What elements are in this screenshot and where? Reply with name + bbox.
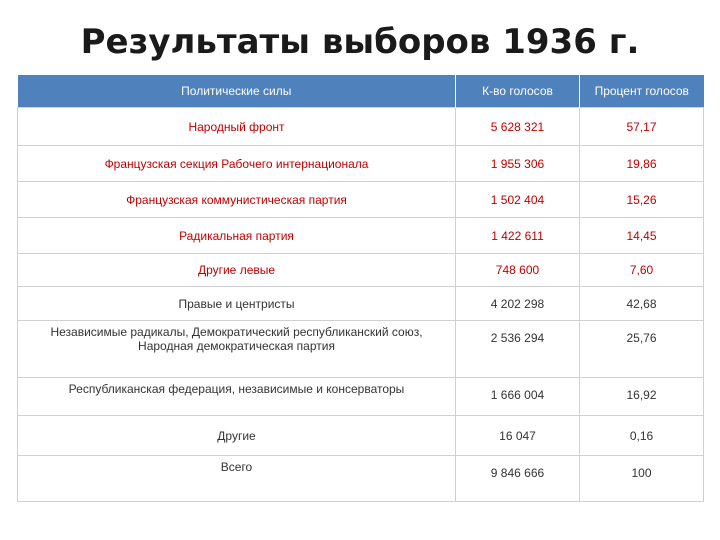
percent-cell: 15,26 [580,182,704,218]
percent-cell: 16,92 [580,378,704,416]
header-votes: К-во голосов [456,75,580,108]
table-row [18,378,704,416]
table-row [18,108,704,146]
votes-cell: 16 047 [456,416,580,456]
results-table [17,75,704,502]
percent-cell: 100 [580,456,704,502]
percent-cell: 19,86 [580,146,704,182]
votes-cell: 9 846 666 [456,456,580,502]
party-cell: Французская коммунистическая партия [18,182,456,218]
votes-cell: 1 666 004 [456,378,580,416]
party-cell: Правые и центристы [18,287,456,321]
party-cell: Республиканская федерация, независимые и консерваторы [18,378,456,416]
page-title: Результаты выборов 1936 г. [80,22,640,62]
header-percent: Процент голосов [580,75,704,108]
percent-cell: 0,16 [580,416,704,456]
party-cell: Независимые радикалы, Демократический республиканский союз, Народная демократическая партия [18,321,456,378]
party-cell: Всего [18,456,456,502]
votes-cell: 4 202 298 [456,287,580,321]
table-row [18,456,704,502]
party-cell: Радикальная партия [18,218,456,254]
percent-cell: 25,76 [580,321,704,378]
votes-cell: 1 955 306 [456,146,580,182]
table-row [18,416,704,456]
votes-cell: 5 628 321 [456,108,580,146]
percent-cell: 42,68 [580,287,704,321]
party-cell: Другие левые [18,254,456,287]
table-header-row [18,75,704,108]
percent-cell: 7,60 [580,254,704,287]
votes-cell: 1 502 404 [456,182,580,218]
table-row [18,218,704,254]
party-cell: Другие [18,416,456,456]
votes-cell: 2 536 294 [456,321,580,378]
header-parties: Политические силы [18,75,456,108]
party-cell: Французская секция Рабочего интернационала [18,146,456,182]
table-row [18,182,704,218]
table-row [18,254,704,287]
percent-cell: 14,45 [580,218,704,254]
votes-cell: 748 600 [456,254,580,287]
party-cell: Народный фронт [18,108,456,146]
table-row [18,146,704,182]
table-row [18,321,704,378]
table-row [18,287,704,321]
votes-cell: 1 422 611 [456,218,580,254]
percent-cell: 57,17 [580,108,704,146]
